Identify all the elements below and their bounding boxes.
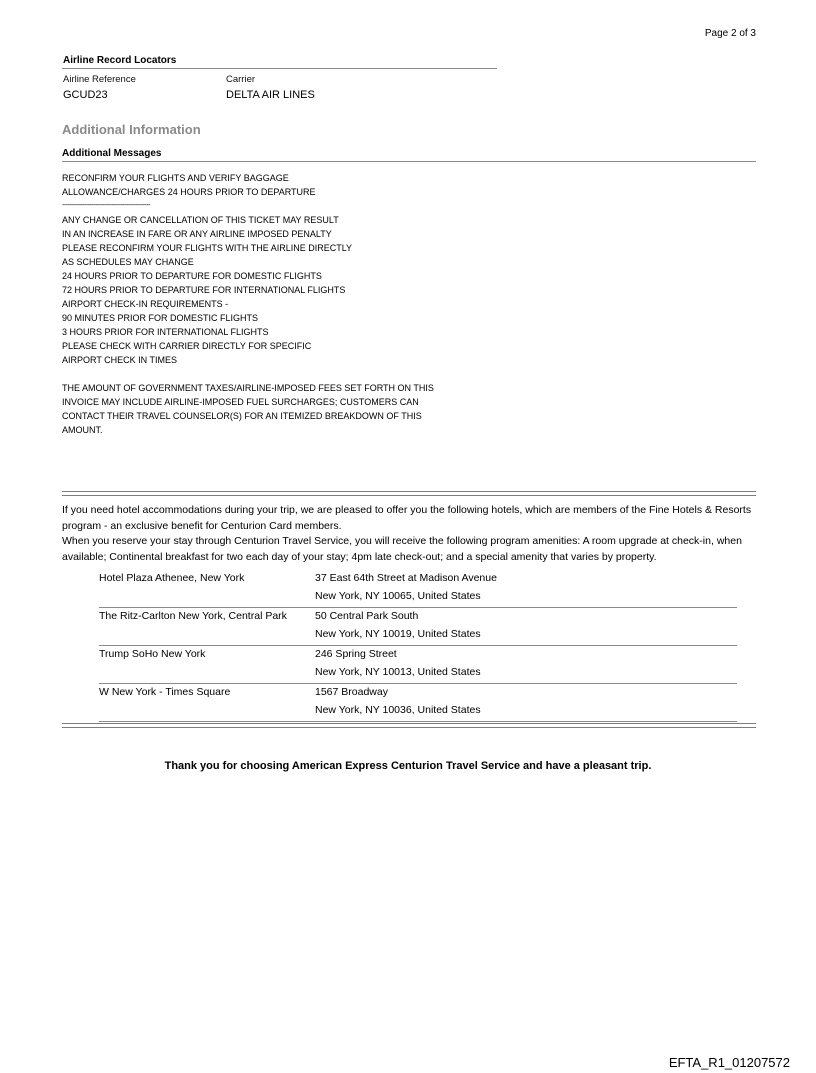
message-line: 72 HOURS PRIOR TO DEPARTURE FOR INTERNATIONAL FLIGHTS [62,285,346,295]
hotel-address-line-2: New York, NY 10065, United States [315,590,481,602]
message-line: THE AMOUNT OF GOVERNMENT TAXES/AIRLINE-IMPOSED FEES SET FORTH ON THIS [62,383,434,393]
message-line: ANY CHANGE OR CANCELLATION OF THIS TICKET MAY RESULT [62,215,339,225]
hotel-address-line-2: New York, NY 10013, United States [315,666,481,678]
hotel-intro-paragraph-1: If you need hotel accommodations during your trip, we are pleased to offer you the following hotels, which are members of the Fine Hotels & Resorts program - an exclusive benefit for Centurion Card members. [62,504,752,532]
message-line: INVOICE MAY INCLUDE AIRLINE-IMPOSED FUEL SURCHARGES; CUSTOMERS CAN [62,397,419,407]
carrier-value: DELTA AIR LINES [226,89,315,101]
message-line: 3 HOURS PRIOR FOR INTERNATIONAL FLIGHTS [62,327,269,337]
hotel-address-line-2: New York, NY 10036, United States [315,704,481,716]
message-line: AIRPORT CHECK IN TIMES [62,355,178,365]
hotel-name: Trump SoHo New York [99,648,206,660]
airline-reference-label: Airline Reference [63,74,136,85]
section-divider [62,68,497,69]
hotel-name: W New York - Times Square [99,686,231,698]
page-number: Page 2 of 3 [704,28,756,39]
hotel-section-top-divider [62,491,756,496]
message-line [62,367,512,381]
message-line: PLEASE CHECK WITH CARRIER DIRECTLY FOR SPECIFIC [62,341,312,351]
additional-messages-title: Additional Messages [62,148,162,159]
document-id: EFTA_R1_01207572 [668,1055,790,1070]
message-line: RECONFIRM YOUR FLIGHTS AND VERIFY BAGGAGE [62,173,289,183]
message-line: AMOUNT. [62,425,103,435]
message-line: CONTACT THEIR TRAVEL COUNSELOR(S) FOR AN ITEMIZED BREAKDOWN OF THIS [62,411,422,421]
hotel-row [99,570,737,608]
hotel-intro-paragraph-2: When you reserve your stay through Centurion Travel Service, you will receive the following program amenities: A room upgrade at check-in, when available; Continental breakfast for two each day of your stay; 4pm late check-out; and a special amenity that varies by property. [62,535,742,563]
additional-information-heading: Additional Information [62,122,201,137]
hotel-address-line-1: 50 Central Park South [315,610,419,622]
hotel-address-line-1: 1567 Broadway [315,686,388,698]
hotel-intro [62,503,762,565]
message-line: AIRPORT CHECK-IN REQUIREMENTS - [62,299,229,309]
message-line: AS SCHEDULES MAY CHANGE [62,257,194,267]
message-line: ALLOWANCE/CHARGES 24 HOURS PRIOR TO DEPARTURE [62,187,316,197]
hotel-name: Hotel Plaza Athenee, New York [99,572,245,584]
closing-message: Thank you for choosing American Express Centurion Travel Service and have a pleasant trip. [164,760,652,772]
message-line: ------------------------------------------------ [62,202,150,209]
message-line: PLEASE RECONFIRM YOUR FLIGHTS WITH THE AIRLINE DIRECTLY [62,243,353,253]
hotel-address-line-1: 37 East 64th Street at Madison Avenue [315,572,497,584]
airline-reference-value: GCUD23 [63,89,108,101]
hotel-row [99,684,737,722]
hotel-name: The Ritz-Carlton New York, Central Park [99,610,287,622]
messages-divider [62,161,756,162]
airline-record-locators-title: Airline Record Locators [63,55,177,66]
message-line: IN AN INCREASE IN FARE OR ANY AIRLINE IMPOSED PENALTY [62,229,332,239]
hotel-section-bottom-divider [62,723,756,728]
carrier-label: Carrier [226,74,256,85]
hotel-row [99,646,737,684]
message-line: 24 HOURS PRIOR TO DEPARTURE FOR DOMESTIC FLIGHTS [62,271,322,281]
additional-messages [62,171,512,437]
hotel-list [99,570,737,722]
message-line: 90 MINUTES PRIOR FOR DOMESTIC FLIGHTS [62,313,259,323]
hotel-address-line-1: 246 Spring Street [315,648,397,660]
hotel-row [99,608,737,646]
hotel-address-line-2: New York, NY 10019, United States [315,628,481,640]
